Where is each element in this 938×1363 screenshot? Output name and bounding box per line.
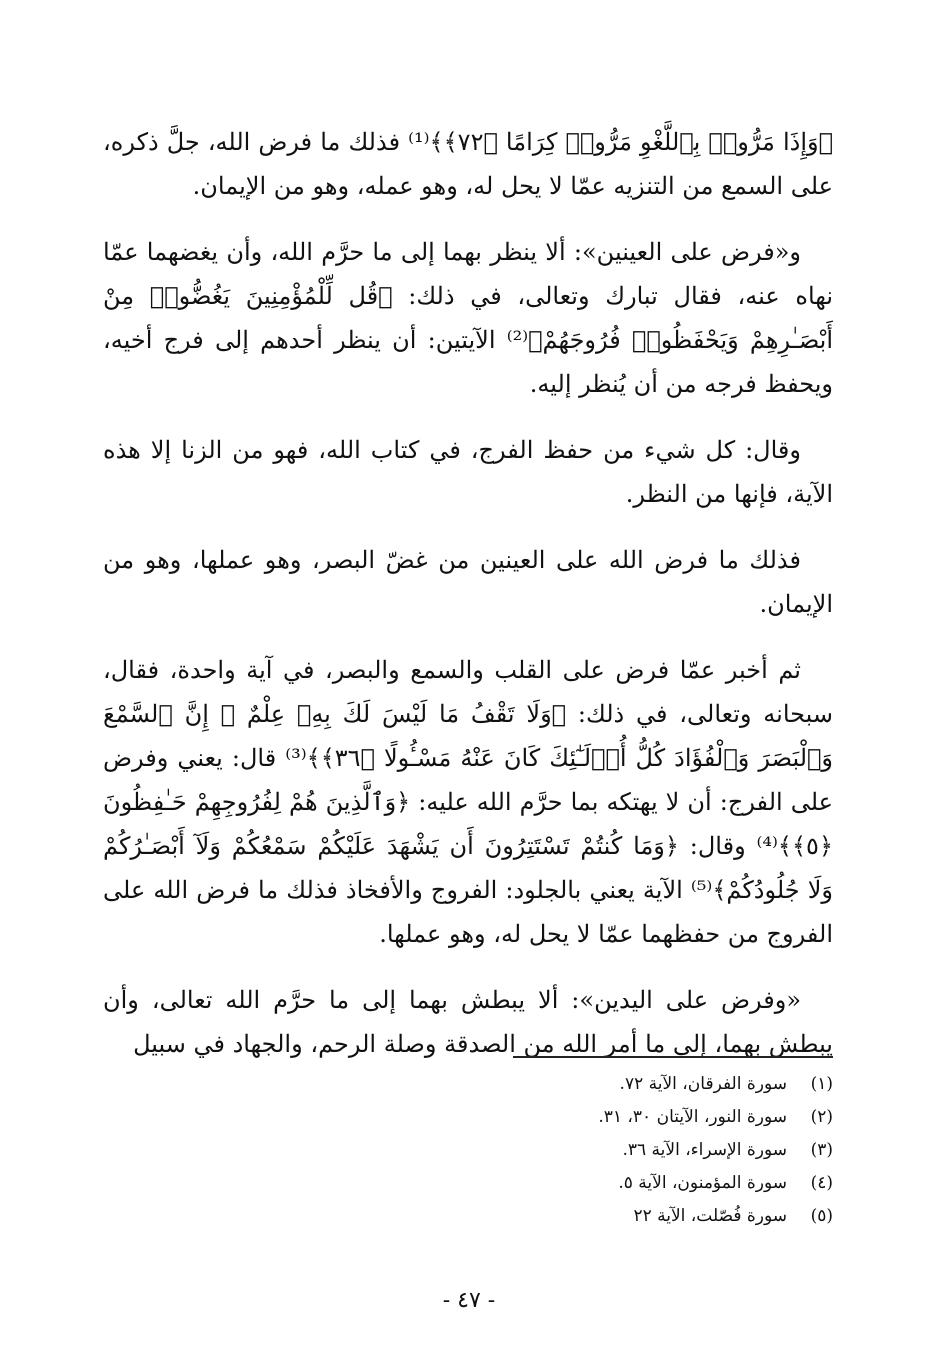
footnote-text: سورة الفرقان، الآية ٧٢. bbox=[619, 1074, 787, 1094]
footnote-number: (٣) bbox=[810, 1140, 833, 1160]
paragraph: ﴿وَإِذَا مَرُّوا۟ بِٱللَّغْوِ مَرُّوا۟ كِرَامًا ﴿٧٢﴾﴾⁽¹⁾ فذلك ما فرض الله، جلَّ ذكره، على السمع من التنزيه عمّا لا يحل له، وهو عمله، وهو من الإيمان. bbox=[103, 128, 833, 200]
footnote-separator bbox=[513, 1056, 833, 1058]
footnote bbox=[233, 1200, 833, 1233]
footnote bbox=[233, 1101, 833, 1134]
footnote-text: سورة النور، الآيتان ٣٠، ٣١. bbox=[598, 1107, 787, 1127]
footnote bbox=[233, 1167, 833, 1200]
footnotes bbox=[233, 1068, 833, 1233]
paragraph: «وفرض على اليدين»: ألا يبطش بهما إلى ما حرَّم الله تعالى، وأن يبطش بهما، إلى ما أمر الله من الصدقة وصلة الرحم، والجهاد في سبيل bbox=[103, 986, 833, 1058]
paragraph: ثم أخبر عمّا فرض على القلب والسمع والبصر، في آية واحدة، فقال، سبحانه وتعالى، في ذلك: ﴿وَلَا تَقْفُ مَا لَيْسَ لَكَ بِهِۦ عِلْمٌ ۚ إِنَّ ٱلسَّمْعَ وَٱلْبَصَرَ وَٱلْفُؤَادَ كُلُّ أُو۟لَـٰٓئِكَ كَانَ عَنْهُ مَسْـُٔولًا ﴿٣٦﴾﴾⁽³⁾ قال: يعني وفرض على الفرج: أن لا يهتكه بما حرَّم الله عليه: ﴿وَٱلَّذِينَ هُمْ لِفُرُوجِهِمْ حَـٰفِظُونَ ﴿٥﴾﴾⁽⁴⁾ وقال: ﴿وَمَا كُنتُمْ تَسْتَتِرُونَ أَن يَشْهَدَ عَلَيْكُمْ سَمْعُكُمْ وَلَآ أَبْصَـٰرُكُمْ وَلَا جُلُودُكُمْ﴾⁽⁵⁾ الآية يعني بالجلود: الفروج والأفخاذ فذلك ما فرض الله على الفروج من حفظهما عمّا لا يحل له، وهو عملها. bbox=[103, 656, 833, 948]
footnote bbox=[233, 1068, 833, 1101]
page-number: - ٤٧ - bbox=[442, 1288, 496, 1313]
footnote-text: سورة الإسراء، الآية ٣٦. bbox=[622, 1140, 787, 1160]
paragraph: و«فرض على العينين»: ألا ينظر بهما إلى ما حرَّم الله، وأن يغضهما عمّا نهاه عنه، فقال تبارك وتعالى، في ذلك: ﴿قُل لِّلْمُؤْمِنِينَ يَغُضُّوا۟ مِنْ أَبْصَـٰرِهِمْ وَيَحْفَظُوا۟ فُرُوجَهُمْ﴾⁽²⁾ الآيتين: أن ينظر أحدهم إلى فرج أخيه، ويحفظ فرجه من أن يُنظر إليه. bbox=[103, 238, 833, 398]
main-text bbox=[103, 120, 833, 1088]
footnote-text: سورة المؤمنون، الآية ٥. bbox=[618, 1173, 787, 1193]
footnote-number: (١) bbox=[810, 1074, 833, 1094]
footnote-number: (٤) bbox=[810, 1173, 833, 1193]
footnote-number: (٥) bbox=[810, 1206, 833, 1226]
footnote-text: سورة فُصّلت، الآية ٢٢ bbox=[633, 1206, 787, 1226]
footnote bbox=[233, 1134, 833, 1167]
paragraph: وقال: كل شيء من حفظ الفرج، في كتاب الله، فهو من الزنا إلا هذه الآية، فإنها من النظر. bbox=[103, 436, 833, 508]
footnote-number: (٢) bbox=[810, 1107, 833, 1127]
paragraph: فذلك ما فرض الله على العينين من غضّ البصر، وهو عملها، وهو من الإيمان. bbox=[103, 546, 833, 618]
